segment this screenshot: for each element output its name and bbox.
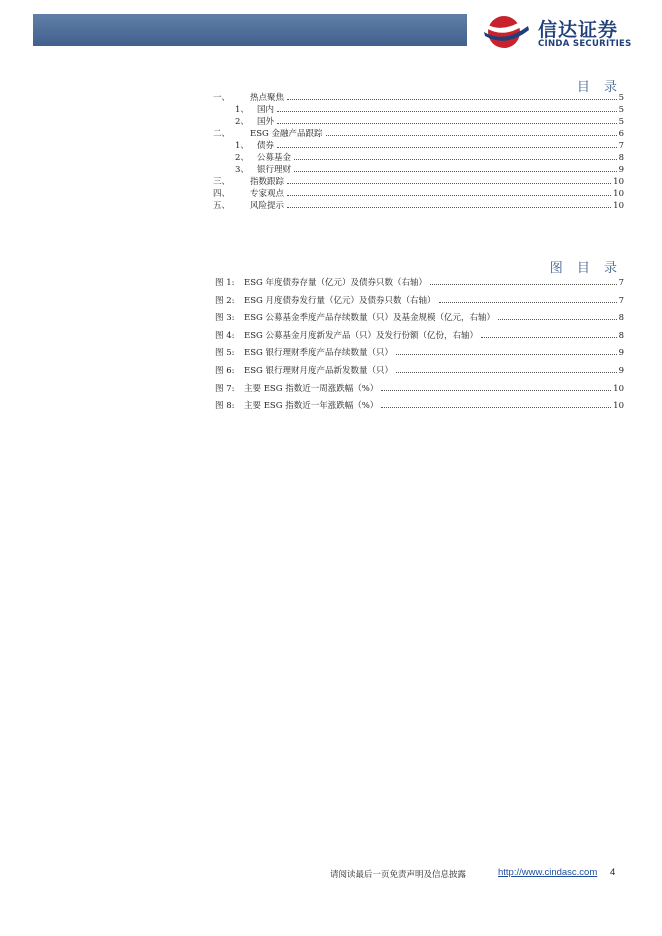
toc-entry-page: 5 xyxy=(618,105,624,115)
toc-entry-label: 国内 xyxy=(257,105,275,115)
dot-leader xyxy=(381,384,611,391)
figure-entry-number: 图 3: xyxy=(215,313,235,324)
toc-entry-number: 2、 xyxy=(235,153,249,163)
dot-leader xyxy=(381,401,611,408)
figure-entry-page: 10 xyxy=(613,383,624,394)
toc-entry-label: 银行理财 xyxy=(257,165,292,175)
toc-entry-page: 5 xyxy=(618,117,624,127)
figure-entry-page: 7 xyxy=(618,278,624,288)
figure-entry-page: 10 xyxy=(613,401,624,412)
toc-entry-label: 风险提示 xyxy=(250,201,285,211)
figure-entry-number: 图 1: xyxy=(215,278,235,288)
figure-entry-label: ESG 年度债券存量（亿元）及债券只数（右轴） xyxy=(244,278,428,288)
figure-entry-page: 9 xyxy=(618,365,624,376)
toc-entry[interactable] xyxy=(213,188,624,200)
figure-entry-page: 7 xyxy=(618,295,624,306)
toc-entry-label: 公募基金 xyxy=(257,153,292,163)
toc-entry[interactable] xyxy=(213,176,624,188)
cinda-logo-icon xyxy=(480,14,532,50)
figure-entry-label: ESG 银行理财季度产品存续数量（只） xyxy=(244,348,394,359)
dot-leader xyxy=(294,165,617,172)
dot-leader xyxy=(430,278,617,285)
toc-entry-label: 债券 xyxy=(257,141,275,151)
toc-entry-number: 四、 xyxy=(213,189,231,199)
figure-entry-label: ESG 公募基金月度新发产品（只）及发行份额（亿份，右轴） xyxy=(244,330,479,341)
figure-entry-label: 主要 ESG 指数近一年涨跌幅（%） xyxy=(244,401,379,412)
toc-entry-number: 一、 xyxy=(213,93,231,103)
brand-name-cn: 信达证券 xyxy=(538,19,619,41)
figure-entry[interactable] xyxy=(215,398,624,416)
brand-name-en: CINDA SECURITIES xyxy=(538,39,632,49)
figure-entry[interactable] xyxy=(215,328,624,346)
figure-entry[interactable] xyxy=(215,345,624,363)
toc-entry[interactable] xyxy=(213,104,624,116)
figure-entry[interactable] xyxy=(215,293,624,311)
header-band xyxy=(33,14,467,46)
figure-entry[interactable] xyxy=(215,275,624,293)
dot-leader xyxy=(287,177,611,184)
dot-leader xyxy=(277,141,617,148)
toc-entry-number: 三、 xyxy=(213,177,231,187)
toc-entry-label: 国外 xyxy=(257,117,275,127)
figure-entry-number: 图 5: xyxy=(215,348,235,359)
toc-entry-page: 10 xyxy=(613,177,624,187)
figure-entry-number: 图 8: xyxy=(215,401,235,412)
toc-entry[interactable] xyxy=(213,116,624,128)
toc-entry-number: 五、 xyxy=(213,201,231,211)
toc-entry-label: 热点聚焦 xyxy=(250,93,285,103)
dot-leader xyxy=(481,331,617,338)
dot-leader xyxy=(287,189,611,196)
toc-entry-page: 8 xyxy=(618,153,624,163)
figure-entry-number: 图 4: xyxy=(215,330,235,341)
toc-entry-number: 2、 xyxy=(235,117,249,127)
figure-entry[interactable] xyxy=(215,363,624,381)
toc-entry-number: 二、 xyxy=(213,129,231,139)
toc-entry-number: 1、 xyxy=(235,141,249,151)
toc-entry-label: ESG 金融产品跟踪 xyxy=(250,129,323,139)
toc-entry-page: 5 xyxy=(618,93,624,103)
page-footer xyxy=(0,865,662,881)
toc-entry-label: 专家观点 xyxy=(250,189,285,199)
dot-leader xyxy=(498,313,617,320)
toc-entry-number: 1、 xyxy=(235,105,249,115)
dot-leader xyxy=(277,117,617,124)
toc-entry[interactable] xyxy=(213,200,624,212)
figure-entry-number: 图 7: xyxy=(215,383,235,394)
figure-entry-page: 8 xyxy=(618,330,624,341)
table-of-contents xyxy=(213,92,624,212)
figure-entry-label: ESG 银行理财月度产品新发数量（只） xyxy=(244,365,394,376)
footer-disclaimer[interactable]: 请阅读最后一页免责声明及信息披露 xyxy=(330,870,467,880)
company-logo xyxy=(476,12,646,52)
toc-entry[interactable] xyxy=(213,152,624,164)
toc-entry-page: 6 xyxy=(618,129,624,139)
toc-entry-page: 7 xyxy=(618,141,624,151)
footer-website-link[interactable]: http://www.cindasc.com xyxy=(498,867,598,878)
figure-entry-number: 图 2: xyxy=(215,295,235,306)
figure-entry-number: 图 6: xyxy=(215,365,235,376)
figure-entry-label: 主要 ESG 指数近一周涨跌幅（%） xyxy=(244,383,379,394)
figure-entry-label: ESG 月度债券发行量（亿元）及债券只数（右轴） xyxy=(244,295,436,306)
toc-entry-label: 指数跟踪 xyxy=(250,177,285,187)
dot-leader xyxy=(326,129,617,136)
figure-entry-page: 9 xyxy=(618,348,624,359)
figure-list-title: 图 目 录 xyxy=(549,261,622,276)
toc-entry[interactable] xyxy=(213,92,624,104)
figure-entry[interactable] xyxy=(215,381,624,399)
toc-entry-page: 9 xyxy=(618,165,624,175)
toc-entry-number: 3、 xyxy=(235,165,249,175)
dot-leader xyxy=(439,296,617,303)
figure-entry-page: 8 xyxy=(618,313,624,324)
dot-leader xyxy=(294,153,617,160)
dot-leader xyxy=(277,105,617,112)
figure-entry[interactable] xyxy=(215,310,624,328)
toc-entry[interactable] xyxy=(213,140,624,152)
toc-title: 目 录 xyxy=(576,80,622,95)
dot-leader xyxy=(396,366,617,373)
figure-entry-label: ESG 公募基金季度产品存续数量（只）及基金规模（亿元，右轴） xyxy=(244,313,496,324)
dot-leader xyxy=(396,348,617,355)
dot-leader xyxy=(287,201,611,208)
toc-entry[interactable] xyxy=(213,128,624,140)
toc-entry-page: 10 xyxy=(613,189,624,199)
toc-entry-page: 10 xyxy=(613,201,624,211)
dot-leader xyxy=(287,93,617,100)
page-number: 4 xyxy=(610,867,616,878)
toc-entry[interactable] xyxy=(213,164,624,176)
figure-list xyxy=(215,275,624,416)
